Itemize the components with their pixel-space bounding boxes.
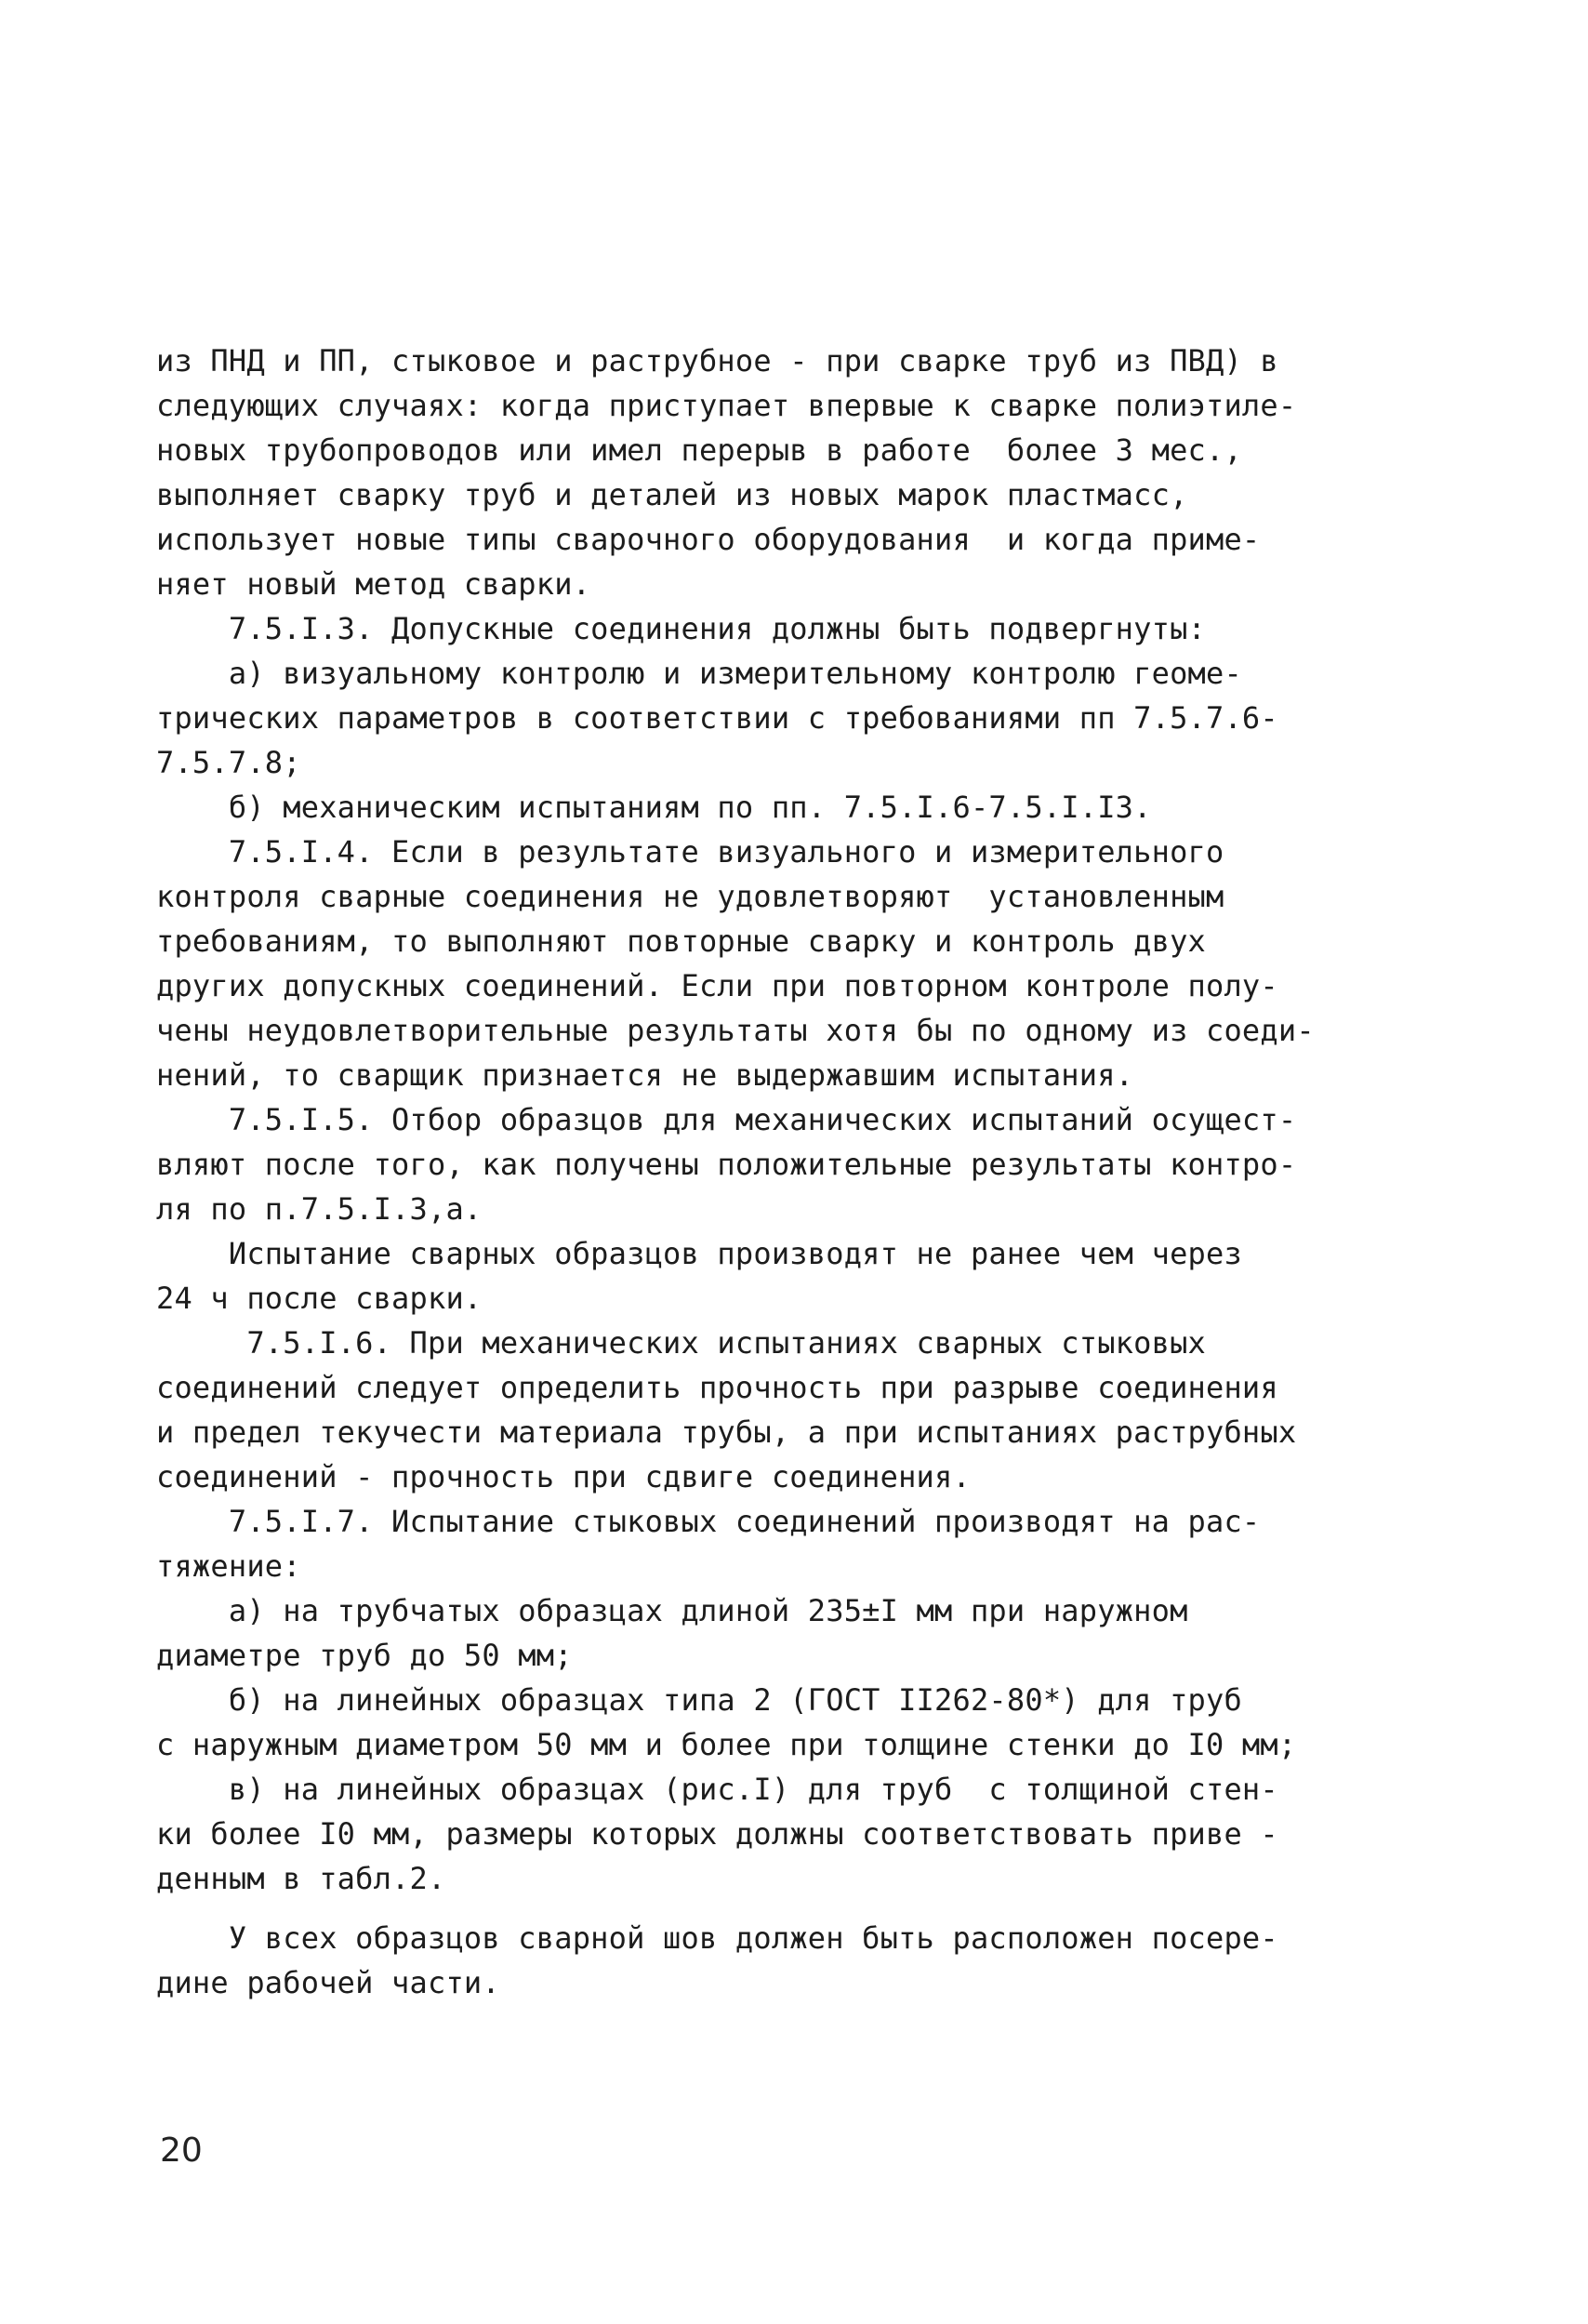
text-line: б) на линейных образцах типа 2 (ГОСТ II262-80*) для труб xyxy=(156,1682,1242,1718)
section-7-5-1-6: 7.5.I.6. При механических испытаниях сварных стыковых xyxy=(156,1325,1207,1361)
text-line: из ПНД и ПП, стыковое и раструбное - при сварке труб из ПВД) в xyxy=(156,343,1278,378)
text-line: 7.5.7.8; xyxy=(156,745,301,780)
text-line: диаметре труб до 50 мм; xyxy=(156,1638,573,1673)
text-line: дине рабочей части. xyxy=(156,1965,500,2000)
text-line: чены неудовлетворительные результаты хотя бы по одному из соеди- xyxy=(156,1013,1315,1048)
text-line: требованиям, то выполняют повторные сварку и контроль двух xyxy=(156,923,1207,959)
text-line: Испытание сварных образцов производят не ранее чем через xyxy=(156,1236,1242,1271)
text-line: вляют после того, как получены положительные результаты контро- xyxy=(156,1147,1297,1182)
text-line: ки более I0 мм, размеры которых должны соответствовать приве - xyxy=(156,1816,1278,1852)
text-line: в) на линейных образцах (рис.I) для труб с толщиной стен- xyxy=(156,1772,1278,1807)
text-line: выполняет сварку труб и деталей из новых марок пластмасс, xyxy=(156,477,1188,512)
section-7-5-1-5: 7.5.I.5. Отбор образцов для механических испытаний осущест- xyxy=(156,1102,1297,1137)
section-7-5-1-3: 7.5.I.3. Допускные соединения должны быть подвергнуты: xyxy=(156,611,1207,646)
text-line: тяжение: xyxy=(156,1548,301,1584)
text-line: У всех образцов сварной шов должен быть расположен посере- xyxy=(156,1920,1278,1956)
text-line: а) на трубчатых образцах длиной 235±I мм при наружном xyxy=(156,1593,1188,1628)
text-line: трических параметров в соответствии с требованиями пп 7.5.7.6- xyxy=(156,700,1278,736)
page-number: 20 xyxy=(160,2131,203,2170)
text-line: б) механическим испытаниям по пп. 7.5.I.6-7.5.I.I3. xyxy=(156,790,1152,825)
text-line: с наружным диаметром 50 мм и более при толщине стенки до I0 мм; xyxy=(156,1727,1297,1762)
text-line: денным в табл.2. xyxy=(156,1861,446,1896)
text-line: нений, то сварщик признается не выдержавшим испытания. xyxy=(156,1057,1134,1093)
text-line: ля по п.7.5.I.3,а. xyxy=(156,1191,483,1227)
text-line: соединений следует определить прочность при разрыве соединения xyxy=(156,1370,1278,1405)
text-line: других допускных соединений. Если при повторном контроле полу- xyxy=(156,968,1278,1003)
text-line: следующих случаях: когда приступает впервые к сварке полиэтиле- xyxy=(156,388,1297,423)
text-line: а) визуальному контролю и измерительному контролю геоме- xyxy=(156,656,1242,691)
text-line: няет новый метод сварки. xyxy=(156,566,591,602)
text-line: 24 ч после сварки. xyxy=(156,1281,483,1316)
text-line: и предел текучести материала трубы, а при испытаниях раструбных xyxy=(156,1414,1297,1450)
text-line: новых трубопроводов или имел перерыв в работе более 3 мес., xyxy=(156,432,1242,468)
text-line: соединений - прочность при сдвиге соединения. xyxy=(156,1459,971,1494)
text-line: использует новые типы сварочного оборудования и когда приме- xyxy=(156,522,1261,557)
section-7-5-1-7: 7.5.I.7. Испытание стыковых соединений производят на рас- xyxy=(156,1504,1261,1539)
text-line: контроля сварные соединения не удовлетворяют установленным xyxy=(156,879,1224,914)
section-7-5-1-4: 7.5.I.4. Если в результате визуального и измерительного xyxy=(156,834,1224,870)
